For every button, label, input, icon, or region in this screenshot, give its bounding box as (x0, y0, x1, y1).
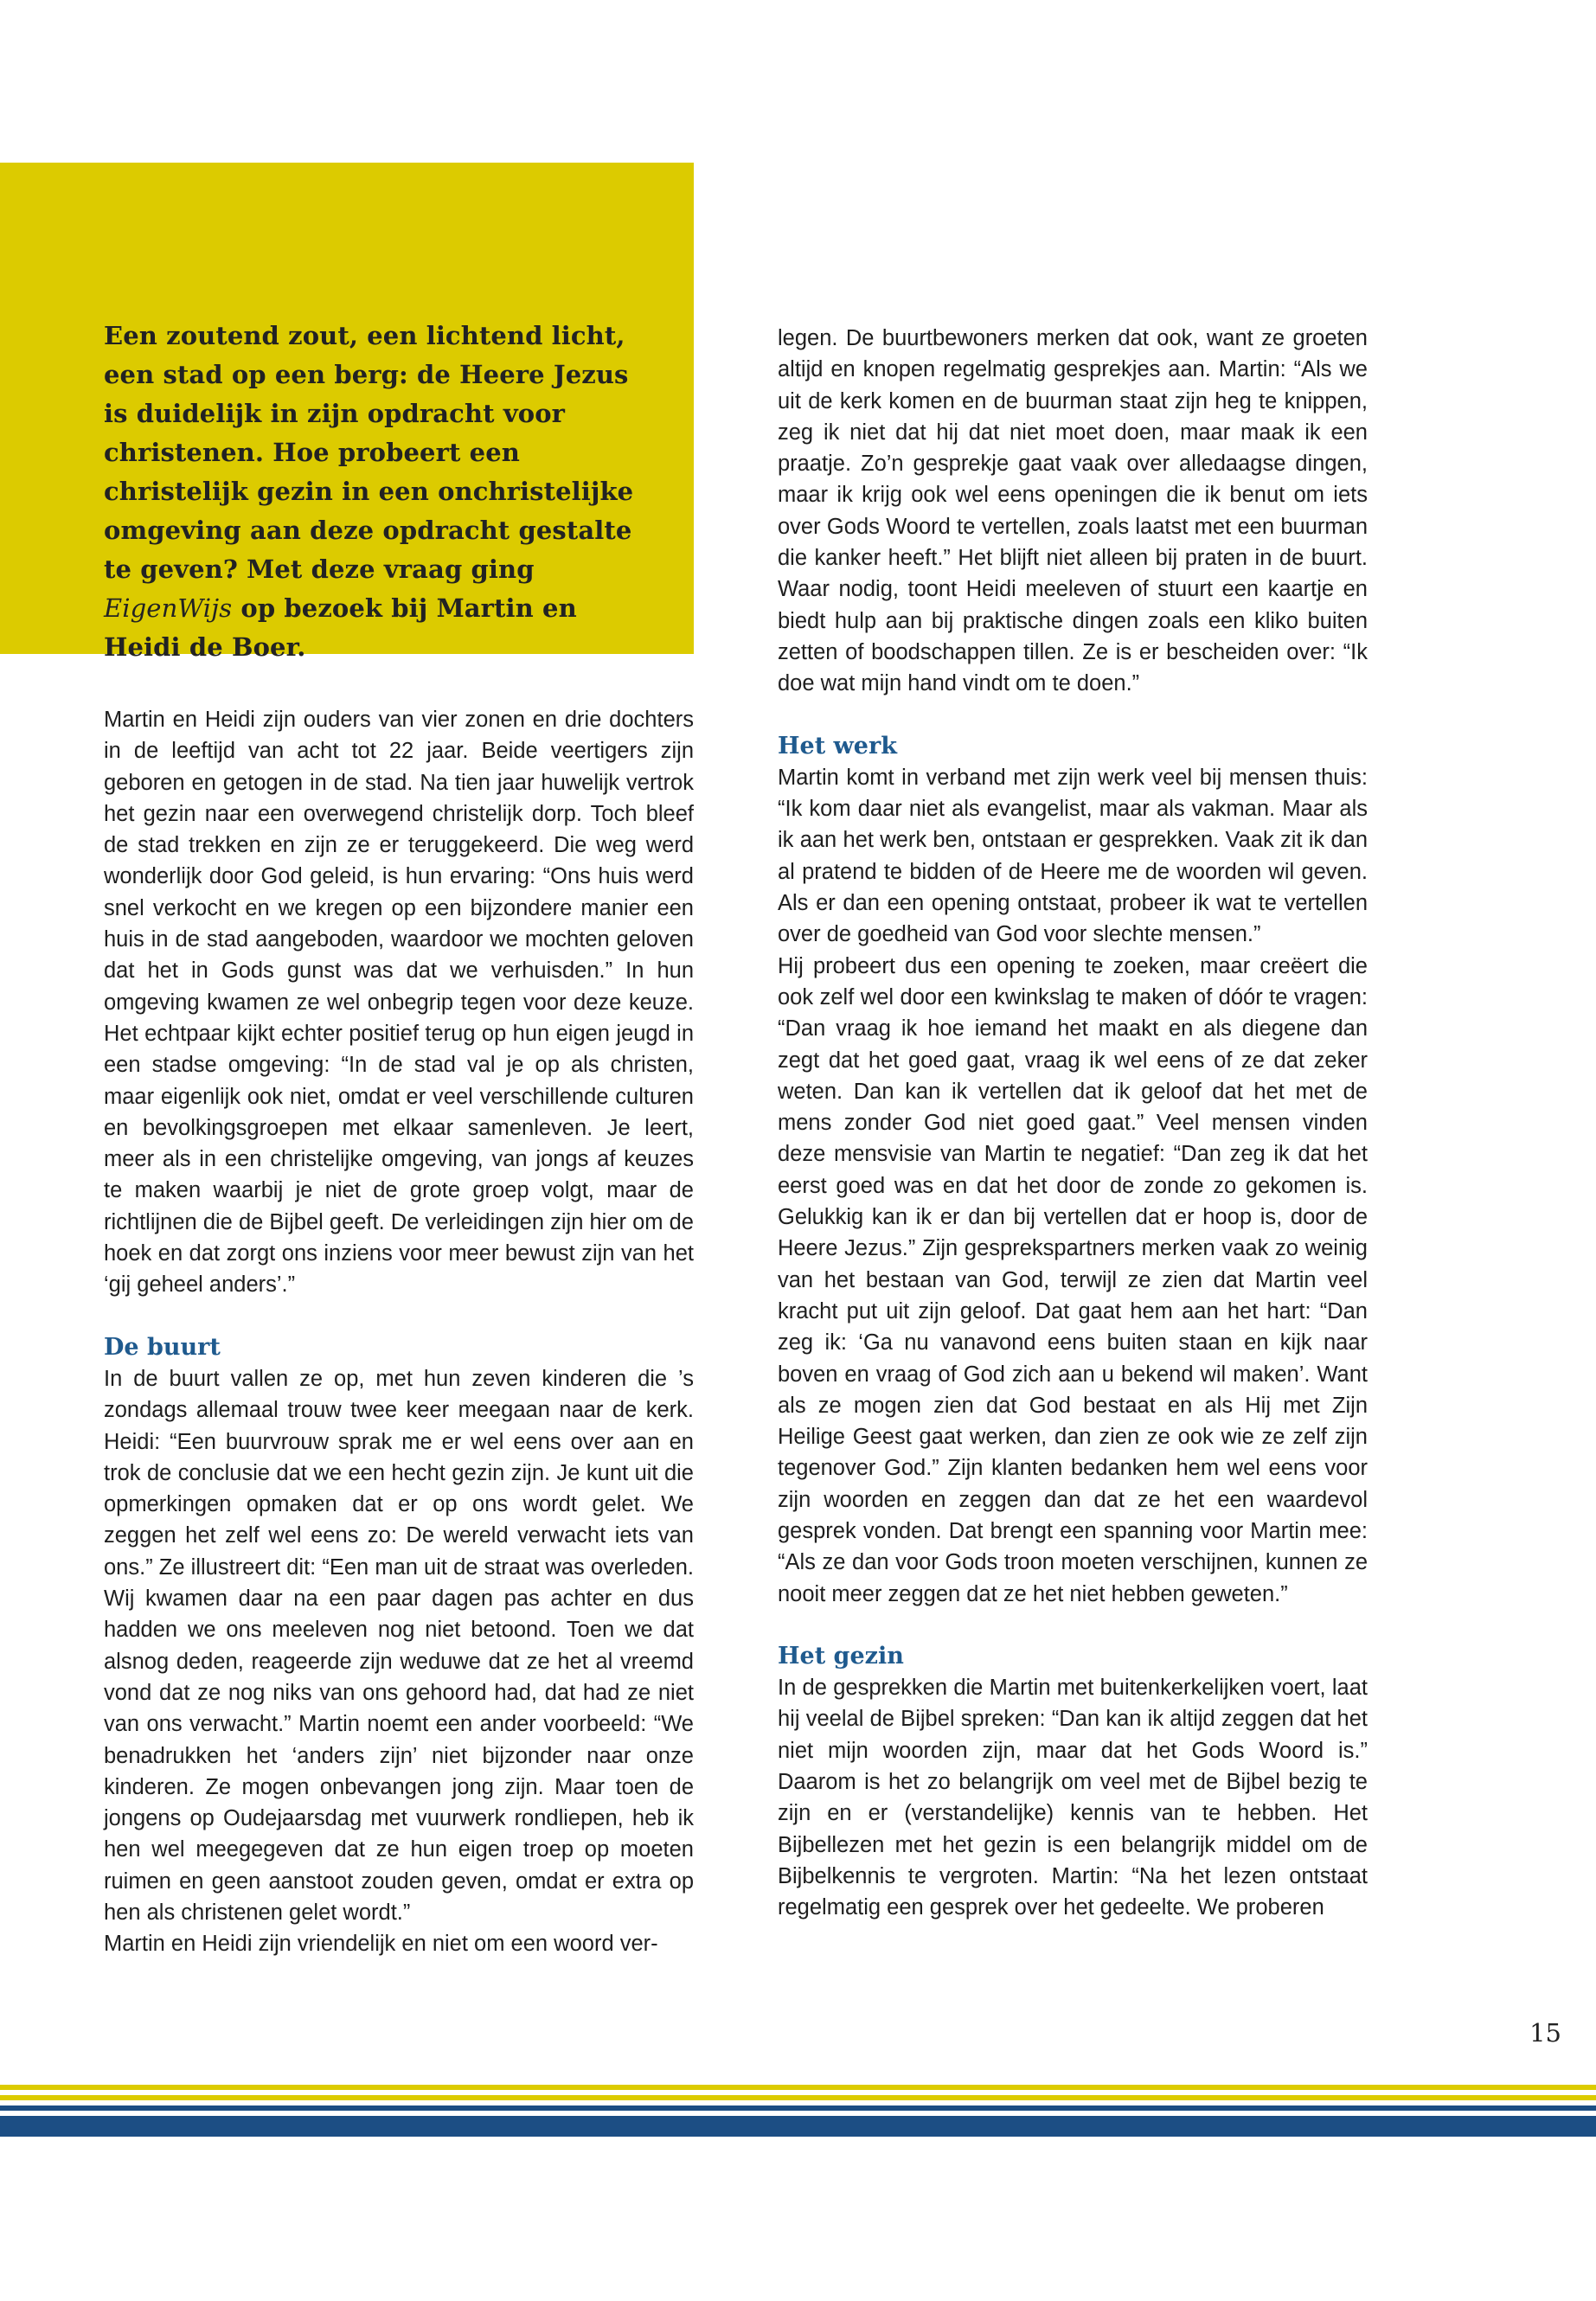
footer-band-blue (0, 2116, 1596, 2137)
right-column (778, 323, 1368, 1924)
left-column (104, 704, 694, 1960)
paragraph: Martin komt in verband met zijn werk veel bij mensen thuis: “Ik kom daar niet als evangelist, maar als vakman. Maar als ik aan het werk ben, ontstaan er gesprekken. Vaak zit ik dan al pratend te bidden of de Heere me de woorden wil geven. Als er dan een opening ontstaat, probeer ik wat te vertellen over de goedheid van God voor slechte mensen.” (778, 765, 1368, 947)
footer-stripe-yellow (0, 2095, 1596, 2100)
intro-box (0, 163, 694, 662)
intro-text (104, 317, 651, 667)
section-heading-de-buurt: De buurt (104, 1333, 221, 1361)
paragraph: legen. De buurtbewoners merken dat ook, want ze groeten altijd en knopen regelmatig gesprekjes aan. Martin: “Als we uit de kerk komen en de buurman staat zijn heg te knippen, zeg ik niet dat hij dat niet moet doen, maar maak ik een praatje. Zo’n gesprekje gaat vaak over alledaagse dingen, maar ik krijg ook wel eens openingen die ik benut om iets over Gods Woord te vertellen, zoals laatst met een buurman die kanker heeft.” Het blijft niet alleen bij praten in de buurt. Waar nodig, toont Heidi meeleven of stuurt een kaartje en biedt hulp aan bij praktische dingen zoals een kliko buiten zetten of boodschappen tillen. Ze is er bescheiden over: “Ik doe wat mijn hand vindt om te doen.” (778, 326, 1368, 696)
footer-stripe-yellow (0, 2085, 1596, 2090)
paragraph: Hij probeert dus een opening te zoeken, maar creëert die ook zelf wel door een kwinkslag te maken of dóór te vragen: “Dan vraag ik hoe iemand het maakt en als diegene dan zegt dat het goed gaat, vraag ik wel eens of ze dat zeker weten. Dan kan ik vertellen dat ik geloof dat het met de mens zonder God niet goed gaat.” Veel mensen vinden deze mensvisie van Martin te negatief: “Dan zeg ik dat het eerst goed was en dat het door de zonde zo gekomen is. Gelukkig kan ik er dan bij vertellen dat er hoop is, door de Heere Jezus.” Zijn gesprekspartners merken vaak zo weinig van het bestaan van God, terwijl ze zien dat Martin veel kracht put uit zijn geloof. Dat gaat hem aan het hart: “Dan zeg ik: ‘Ga nu vanavond eens buiten staan en kijk naar boven en vraag of God zich aan u bekend wil maken’. Want als ze mogen zien dat God bestaat en als Hij met Zijn Heilige Geest gaat werken, dan zien ze ook wie ze zelf zijn tegenover God.” Zijn klanten bedanken hem wel eens voor zijn woorden en zeggen dan dat ze het een waardevol gesprek vonden. Dat brengt een spanning voor Martin mee: “Als ze dan voor Gods troon moeten verschijnen, kunnen ze nooit meer zeggen dat ze het niet hebben geweten.” (778, 953, 1368, 1606)
section-heading-het-werk: Het werk (778, 732, 897, 760)
paragraph: In de buurt vallen ze op, met hun zeven kinderen die ’s zondags allemaal trouw twee keer meegaan naar de kerk. Heidi: “Een buurvrouw sprak me er wel eens over aan en trok de conclusie dat we een hecht gezin zijn. Je kunt uit die opmerkingen opmaken dat er op ons wordt gelet. We zeggen het zelf wel eens zo: De wereld verwacht iets van ons.” Ze illustreert dit: “Een man uit de straat was overleden. Wij kwamen daar na een paar dagen pas achter en dus hadden we ons meeleven nog niet betoond. Toen we dat alsnog deden, reageerde zijn weduwe dat ze het al vreemd vond dat ze nog niks van ons gehoord had, dat had ze niet van ons verwacht.” Martin noemt een ander voorbeeld: “We benadrukken het ‘anders zijn’ niet bijzonder naar onze kinderen. Ze mogen onbevangen jong zijn. Maar toen de jongens op Oudejaarsdag met vuurwerk rondliepen, heb ik hen wel meegegeven dat ze hun eigen troep op moeten ruimen en geen aanstoot zouden geven, omdat er extra op hen als christenen gelet wordt.” (104, 1366, 694, 1925)
paragraph: Martin en Heidi zijn ouders van vier zonen en drie dochters in de leeftijd van acht tot 22 jaar. Beide veertigers zijn geboren en getogen in de stad. Na tien jaar huwelijk vertrok het gezin naar een overwegend christelijk dorp. Toch bleef de stad trekken en zijn ze er teruggekeerd. Die weg werd wonderlijk door God geleid, is hun ervaring: “Ons huis werd snel verkocht en we kregen op een bijzondere manier een huis in de stad aangeboden, waardoor we mochten geloven dat het in Gods gunst was dat we verhuisden.” In hun omgeving kwamen ze wel onbegrip tegen voor deze keuze. Het echtpaar kijkt echter positief terug op hun eigen jeugd in een stadse omgeving: “In de stad val je op als christen, maar eigenlijk ook niet, omdat er veel verschillende culturen en bevolkingsgroepen met elkaar samenleven. Je leert, meer als in een christelijke omgeving, van jongs af keuzes te maken waarbij je niet de grote groep volgt, maar de richtlijnen die de Bijbel geeft. De verleidingen zijn hier om de hoek en dat zorgt ons inziens voor meer bewust zijn van het ‘gij geheel anders’.” (104, 708, 694, 1298)
intro-text-end: op bezoek bij Martin en Heidi de Boer. (104, 593, 577, 662)
intro-text-start: Een zoutend zout, een lichtend licht, een stad op een berg: de Heere Jezus is duidelijk in zijn opdracht voor christenen. Hoe probeert een christelijk gezin in een onchristelijke omgeving aan deze opdracht gestalte te geven? Met deze vraag ging (104, 321, 634, 584)
paragraph: In de gesprekken die Martin met buitenkerkelijken voert, laat hij veelal de Bijbel spreken: “Dan kan ik altijd zeggen dat het niet mijn woorden zijn, maar dat het Gods Woord is.” Daarom is het zo belangrijk om veel met de Bijbel bezig te zijn en er (verstandelijke) kennis van te hebben. Het Bijbellezen met het gezin is een belangrijk middel om de Bijbelkennis te vergroten. Martin: “Na het lezen ontstaat regelmatig een gesprek over het gedeelte. We proberen (778, 1676, 1368, 1920)
magazine-name: EigenWijs (104, 593, 233, 623)
section-heading-het-gezin: Het gezin (778, 1642, 904, 1670)
page-number: 15 (1529, 2018, 1561, 2048)
footer-stripe-blue (0, 2106, 1596, 2111)
paragraph: Martin en Heidi zijn vriendelijk en niet om een woord ver- (104, 1932, 658, 1957)
